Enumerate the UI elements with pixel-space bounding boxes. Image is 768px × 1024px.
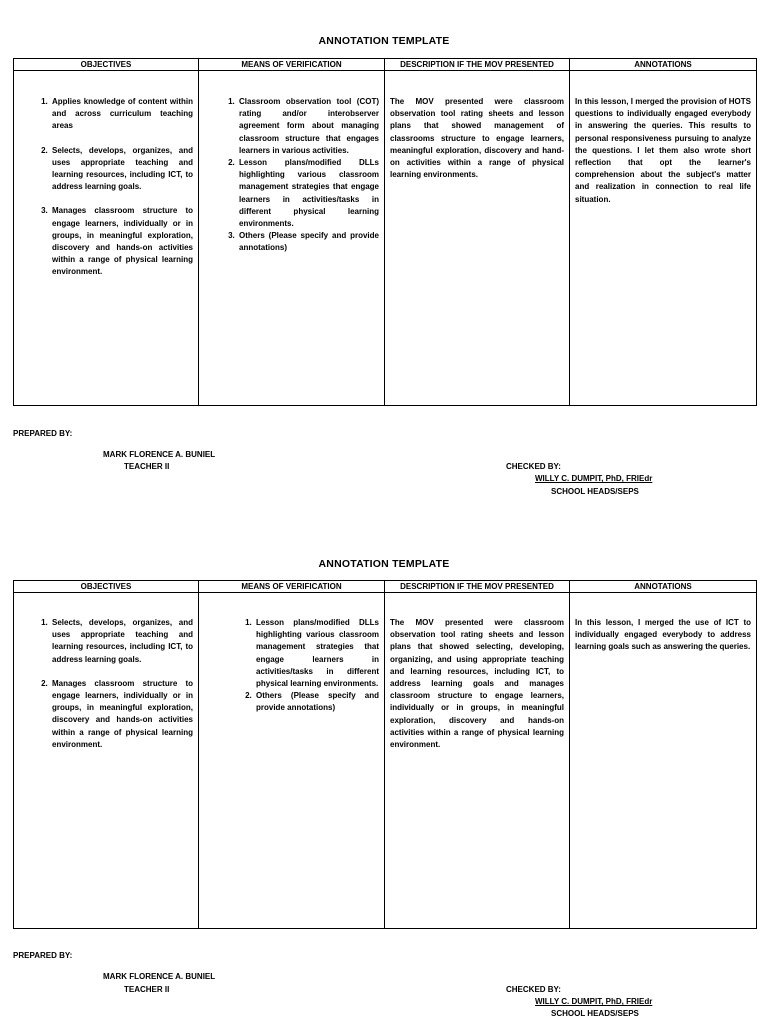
description-text: The MOV presented were classroom observation tool rating sheets and lesson plans that showed management of classrooms structure to engage learners, meaningful exploration, discovery and hand-on activities within a range of physical learning environments. [390, 97, 564, 180]
prepared-by-label: PREPARED BY: [13, 951, 73, 960]
list-item: 1. Classroom observation tool (COT) rating and/or interobserver agreement form about managing classroom structure that engages learners in various activities. [237, 96, 379, 157]
table-header-row [14, 59, 757, 71]
annotation-table [13, 58, 757, 406]
checked-by-name: WILLY C. DUMPIT, PhD, FRIEdr [535, 474, 653, 483]
list-item: 1. Selects, develops, organizes, and uses appropriate teaching and learning resources, including ICT, to address learning goals. [50, 617, 193, 666]
prepared-by-title: TEACHER II [124, 985, 170, 994]
description-text: The MOV presented were classroom observation tool rating sheets and lesson plans that showed selecting, developing, organizing, and using appropriate teaching and learning resources, including ICT, to address learning goals and manages classroom structure to engage learners, individually or in groups, in meaningful exploration, discovery and hands-on activities within a range of physical learning environment. [390, 618, 564, 750]
checked-by-label: CHECKED BY: [506, 985, 561, 994]
prepared-by-title: TEACHER II [124, 462, 170, 471]
objectives-cell [14, 71, 199, 406]
means-list [199, 617, 384, 715]
header-annotations: ANNOTATIONS [570, 59, 757, 71]
table-header-row [14, 581, 757, 593]
description-cell [385, 593, 570, 929]
annotations-text: In this lesson, I merged the provision of HOTS questions to individually engaged everybody in answering the queries. This results to personal responsiveness pursuing to analyze the questions. I let them also wrote short reflection that opt the learner's comprehension about the subject's matter and realization in connection to real life situation. [575, 97, 751, 204]
annotation-table [13, 580, 757, 929]
list-item: 1. Applies knowledge of content within and across curriculum teaching areas [50, 96, 193, 133]
annotation-template-2 [0, 522, 768, 1024]
list-item: 2. Manages classroom structure to engage learners, individually or in groups, in meaningful exploration, discovery and hands-on activities within a range of physical learning environment. [50, 678, 193, 751]
means-list [199, 96, 384, 255]
checked-by-title: SCHOOL HEADS/SEPS [551, 1009, 639, 1018]
header-annotations: ANNOTATIONS [570, 581, 757, 593]
list-item: 2. Others (Please specify and provide annotations) [254, 690, 379, 714]
header-objectives: OBJECTIVES [14, 59, 199, 71]
description-cell [385, 71, 570, 406]
checked-by-title: SCHOOL HEADS/SEPS [551, 487, 639, 496]
prepared-by-name: MARK FLORENCE A. BUNIEL [103, 972, 216, 981]
prepared-by-name: MARK FLORENCE A. BUNIEL [103, 450, 216, 459]
table-body-row [14, 71, 757, 406]
means-cell [199, 71, 385, 406]
template-title: ANNOTATION TEMPLATE [318, 35, 450, 47]
header-description: DESCRIPTION IF THE MOV PRESENTED [385, 59, 570, 71]
table-body-row [14, 593, 757, 929]
header-means-of-verification: MEANS OF VERIFICATION [199, 59, 385, 71]
annotations-cell [570, 593, 757, 929]
objectives-list [14, 617, 198, 751]
objectives-list [14, 96, 198, 279]
checked-by-name: WILLY C. DUMPIT, PhD, FRIEdr [535, 997, 653, 1006]
objectives-cell [14, 593, 199, 929]
list-item: 2. Lesson plans/modified DLLs highlighting various classroom management strategies that engage learners in activities/tasks in different physical learning environments. [237, 157, 379, 230]
list-item: 1. Lesson plans/modified DLLs highlighting various classroom management strategies that engage learners in activities/tasks in different physical learning environments. [254, 617, 379, 690]
means-cell [199, 593, 385, 929]
list-item: 3. Manages classroom structure to engage learners, individually or in groups, in meaningful exploration, discovery and hands-on activities within a range of physical learning environment. [50, 205, 193, 278]
template-title: ANNOTATION TEMPLATE [318, 558, 450, 570]
list-item: 2. Selects, develops, organizes, and uses appropriate teaching and learning resources, including ICT, to address learning goals. [50, 145, 193, 194]
header-means-of-verification: MEANS OF VERIFICATION [199, 581, 385, 593]
checked-by-label: CHECKED BY: [506, 462, 561, 471]
header-objectives: OBJECTIVES [14, 581, 199, 593]
annotations-text: In this lesson, I merged the use of ICT to individually engaged everybody to address learning goals such as answering the queries. [575, 618, 751, 652]
prepared-by-label: PREPARED BY: [13, 429, 73, 438]
header-description: DESCRIPTION IF THE MOV PRESENTED [385, 581, 570, 593]
annotations-cell [570, 71, 757, 406]
list-item: 3. Others (Please specify and provide annotations) [237, 230, 379, 254]
